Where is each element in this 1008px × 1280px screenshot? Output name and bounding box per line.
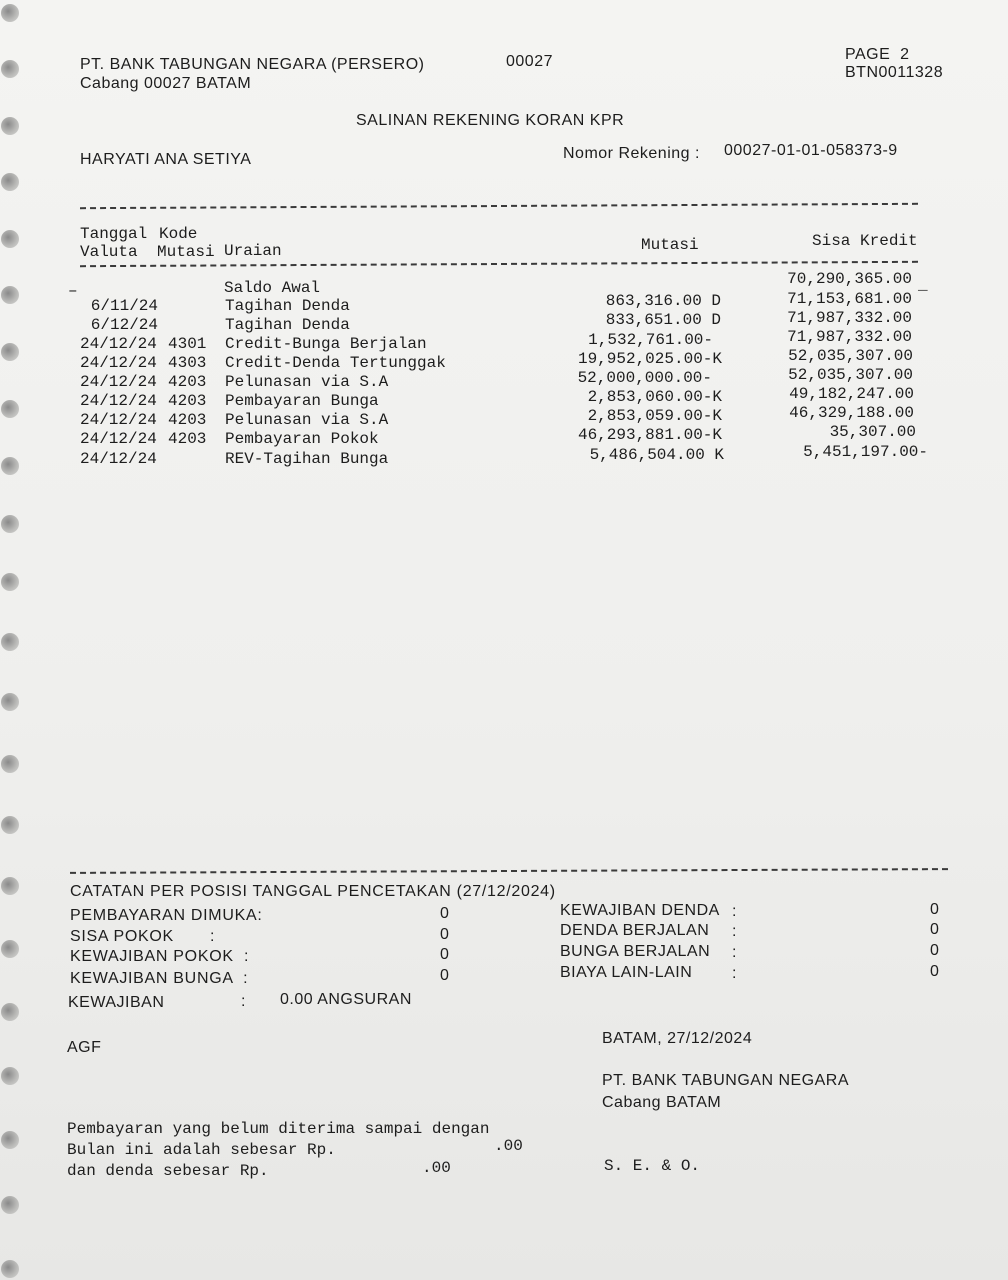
- note-colon: :: [732, 903, 737, 920]
- row-sisa: 49,182,247.00: [789, 385, 914, 403]
- note-label-biaya-lain: BIAYA LAIN-LAIN: [560, 964, 693, 981]
- row-code: 4303: [168, 354, 207, 372]
- col-valuta: Valuta: [80, 243, 138, 261]
- binder-hole: [1, 755, 19, 773]
- row-code: 4203: [168, 411, 207, 429]
- document-title: SALINAN REKENING KORAN KPR: [356, 112, 625, 129]
- col-kode: Kode: [159, 225, 198, 243]
- binder-hole: [1, 1196, 19, 1214]
- payment-amount: .00: [494, 1137, 523, 1155]
- kewajiban-value: 0.00 ANGSURAN: [280, 991, 412, 1008]
- note-label-denda-berjalan: DENDA BERJALAN: [560, 922, 710, 939]
- note-value-kewajiban-pokok: 0: [440, 946, 450, 963]
- row-description: Saldo Awal: [224, 279, 321, 297]
- row-sisa: 71,987,332.00: [787, 309, 912, 327]
- table-row: [0, 443, 1008, 469]
- col-mutasi: Mutasi: [641, 236, 699, 254]
- place-date: BATAM, 27/12/2024: [602, 1030, 753, 1047]
- binder-hole: [1, 4, 19, 22]
- binder-hole: [1, 1131, 19, 1149]
- row-date: 24/12/24: [80, 354, 157, 372]
- row-sisa: 52,035,307.00: [788, 347, 913, 365]
- note-value-sisa-pokok: 0: [440, 926, 450, 943]
- binder-hole: [1, 60, 19, 78]
- payment-note-line3: dan denda sebesar Rp.: [67, 1162, 269, 1180]
- row-sisa: 52,035,307.00: [788, 366, 913, 384]
- row-mutasi: 46,293,881.00-K: [577, 426, 722, 444]
- col-uraian: Uraian: [224, 242, 282, 260]
- row-mutasi: 5,486,504.00 K: [589, 446, 724, 464]
- row-code: 4203: [168, 430, 207, 448]
- denda-amount: .00: [422, 1159, 451, 1177]
- note-value-pembayaran-dimuka: 0: [440, 905, 450, 922]
- note-label-kewajiban-bunga: KEWAJIBAN BUNGA :: [70, 970, 249, 987]
- row-description: Pelunasan via S.A: [225, 373, 389, 391]
- note-label-bunga-berjalan: BUNGA BERJALAN: [560, 943, 711, 960]
- branch-code: 00027: [506, 53, 553, 70]
- note-value-kewajiban-denda: 0: [930, 901, 940, 918]
- row-description: Credit-Bunga Berjalan: [225, 335, 427, 353]
- payment-note-line1: Pembayaran yang belum diterima sampai dengan: [67, 1120, 490, 1138]
- binder-hole: [1, 940, 19, 958]
- binder-hole: [1, 877, 19, 895]
- row-mutasi: 863,316.00 D: [605, 292, 721, 310]
- account-label: Nomor Rekening :: [563, 145, 700, 162]
- bank-name: PT. BANK TABUNGAN NEGARA (PERSERO): [80, 56, 425, 73]
- row-date: 24/12/24: [80, 450, 157, 468]
- row-code: 4301: [168, 335, 207, 353]
- col-sisa-kredit: Sisa Kredit: [812, 232, 918, 250]
- row-sisa: 35,307.00: [829, 423, 916, 441]
- row-sisa: 46,329,188.00: [789, 404, 914, 422]
- row-description: Pembayaran Bunga: [225, 392, 379, 410]
- row-date: 24/12/24: [80, 430, 157, 448]
- row-mutasi: 2,853,059.00-K: [587, 407, 722, 425]
- note-colon: :: [241, 993, 246, 1010]
- binder-hole: [1, 693, 19, 711]
- row-sisa: 70,290,365.00: [787, 270, 912, 288]
- document-id: BTN0011328: [845, 64, 944, 81]
- officer-initials: AGF: [67, 1039, 102, 1056]
- row-mutasi: 833,651.00 D: [605, 311, 721, 329]
- binder-hole: [1, 230, 19, 248]
- binder-hole: [1, 1003, 19, 1021]
- note-colon: :: [732, 944, 737, 961]
- col-mutasi-code: Mutasi: [157, 243, 215, 261]
- account-number: 00027-01-01-058373-9: [724, 142, 898, 159]
- row-date: 24/12/24: [80, 335, 157, 353]
- row-date: 24/12/24: [80, 392, 157, 410]
- row-code: 4203: [168, 392, 207, 410]
- binder-hole: [1, 1067, 19, 1085]
- dash-mark: _: [918, 276, 928, 294]
- note-label-kewajiban-denda: KEWAJIBAN DENDA: [560, 902, 720, 919]
- binder-hole: [1, 515, 19, 533]
- header-divider: [80, 203, 918, 209]
- row-date: 24/12/24: [80, 373, 157, 391]
- binder-hole: [1, 633, 19, 651]
- note-colon: :: [732, 923, 737, 940]
- customer-name: HARYATI ANA SETIYA: [80, 151, 252, 168]
- binder-hole: [1, 1260, 19, 1278]
- binder-hole: [1, 816, 19, 834]
- binder-hole: [1, 573, 19, 591]
- notes-divider: [70, 868, 948, 874]
- row-date: 24/12/24: [80, 411, 157, 429]
- binder-hole: [1, 117, 19, 135]
- note-label-kewajiban-pokok: KEWAJIBAN POKOK :: [70, 948, 250, 965]
- row-date: 6/11/24: [90, 297, 158, 315]
- note-label-pembayaran-dimuka: PEMBAYARAN DIMUKA:: [70, 907, 263, 924]
- page-number: PAGE 2: [845, 46, 910, 63]
- row-sisa: 71,153,681.00: [787, 290, 912, 308]
- note-value-bunga-berjalan: 0: [930, 942, 940, 959]
- row-mutasi: 19,952,025.00-K: [577, 350, 722, 368]
- row-sisa: 71,987,332.00: [787, 328, 912, 346]
- kewajiban-label: KEWAJIBAN: [68, 994, 165, 1011]
- row-mutasi: 52,000,000.00-: [577, 369, 712, 387]
- notes-title: CATATAN PER POSISI TANGGAL PENCETAKAN (27/12/2024): [70, 883, 556, 900]
- note-label-sisa-pokok: SISA POKOK :: [70, 928, 216, 945]
- row-description: Credit-Denda Tertunggak: [225, 354, 446, 372]
- row-code: 4203: [168, 373, 207, 391]
- payment-note-line2: Bulan ini adalah sebesar Rp.: [67, 1141, 336, 1159]
- footer-branch: Cabang BATAM: [602, 1094, 722, 1111]
- seo-note: S. E. & O.: [604, 1157, 701, 1175]
- row-description: Tagihan Denda: [225, 297, 350, 315]
- row-description: REV-Tagihan Bunga: [225, 450, 389, 468]
- footer-bank-name: PT. BANK TABUNGAN NEGARA: [602, 1072, 850, 1089]
- row-description: Tagihan Denda: [225, 316, 350, 334]
- note-value-biaya-lain: 0: [930, 963, 940, 980]
- row-mutasi: 2,853,060.00-K: [587, 388, 722, 406]
- note-value-denda-berjalan: 0: [930, 921, 940, 938]
- note-value-kewajiban-bunga: 0: [440, 967, 450, 984]
- binder-holes: [0, 0, 30, 1280]
- row-description: Pembayaran Pokok: [225, 430, 379, 448]
- row-mutasi: 1,532,761.00-: [588, 331, 713, 349]
- row-sisa: 5,451,197.00-: [803, 443, 928, 461]
- col-tanggal: Tanggal: [80, 225, 148, 243]
- row-date: 6/12/24: [90, 316, 158, 334]
- branch-name: Cabang 00027 BATAM: [80, 75, 252, 92]
- row-description: Pelunasan via S.A: [225, 411, 389, 429]
- note-colon: :: [732, 965, 737, 982]
- dash-mark: –: [68, 282, 78, 300]
- binder-hole: [1, 173, 19, 191]
